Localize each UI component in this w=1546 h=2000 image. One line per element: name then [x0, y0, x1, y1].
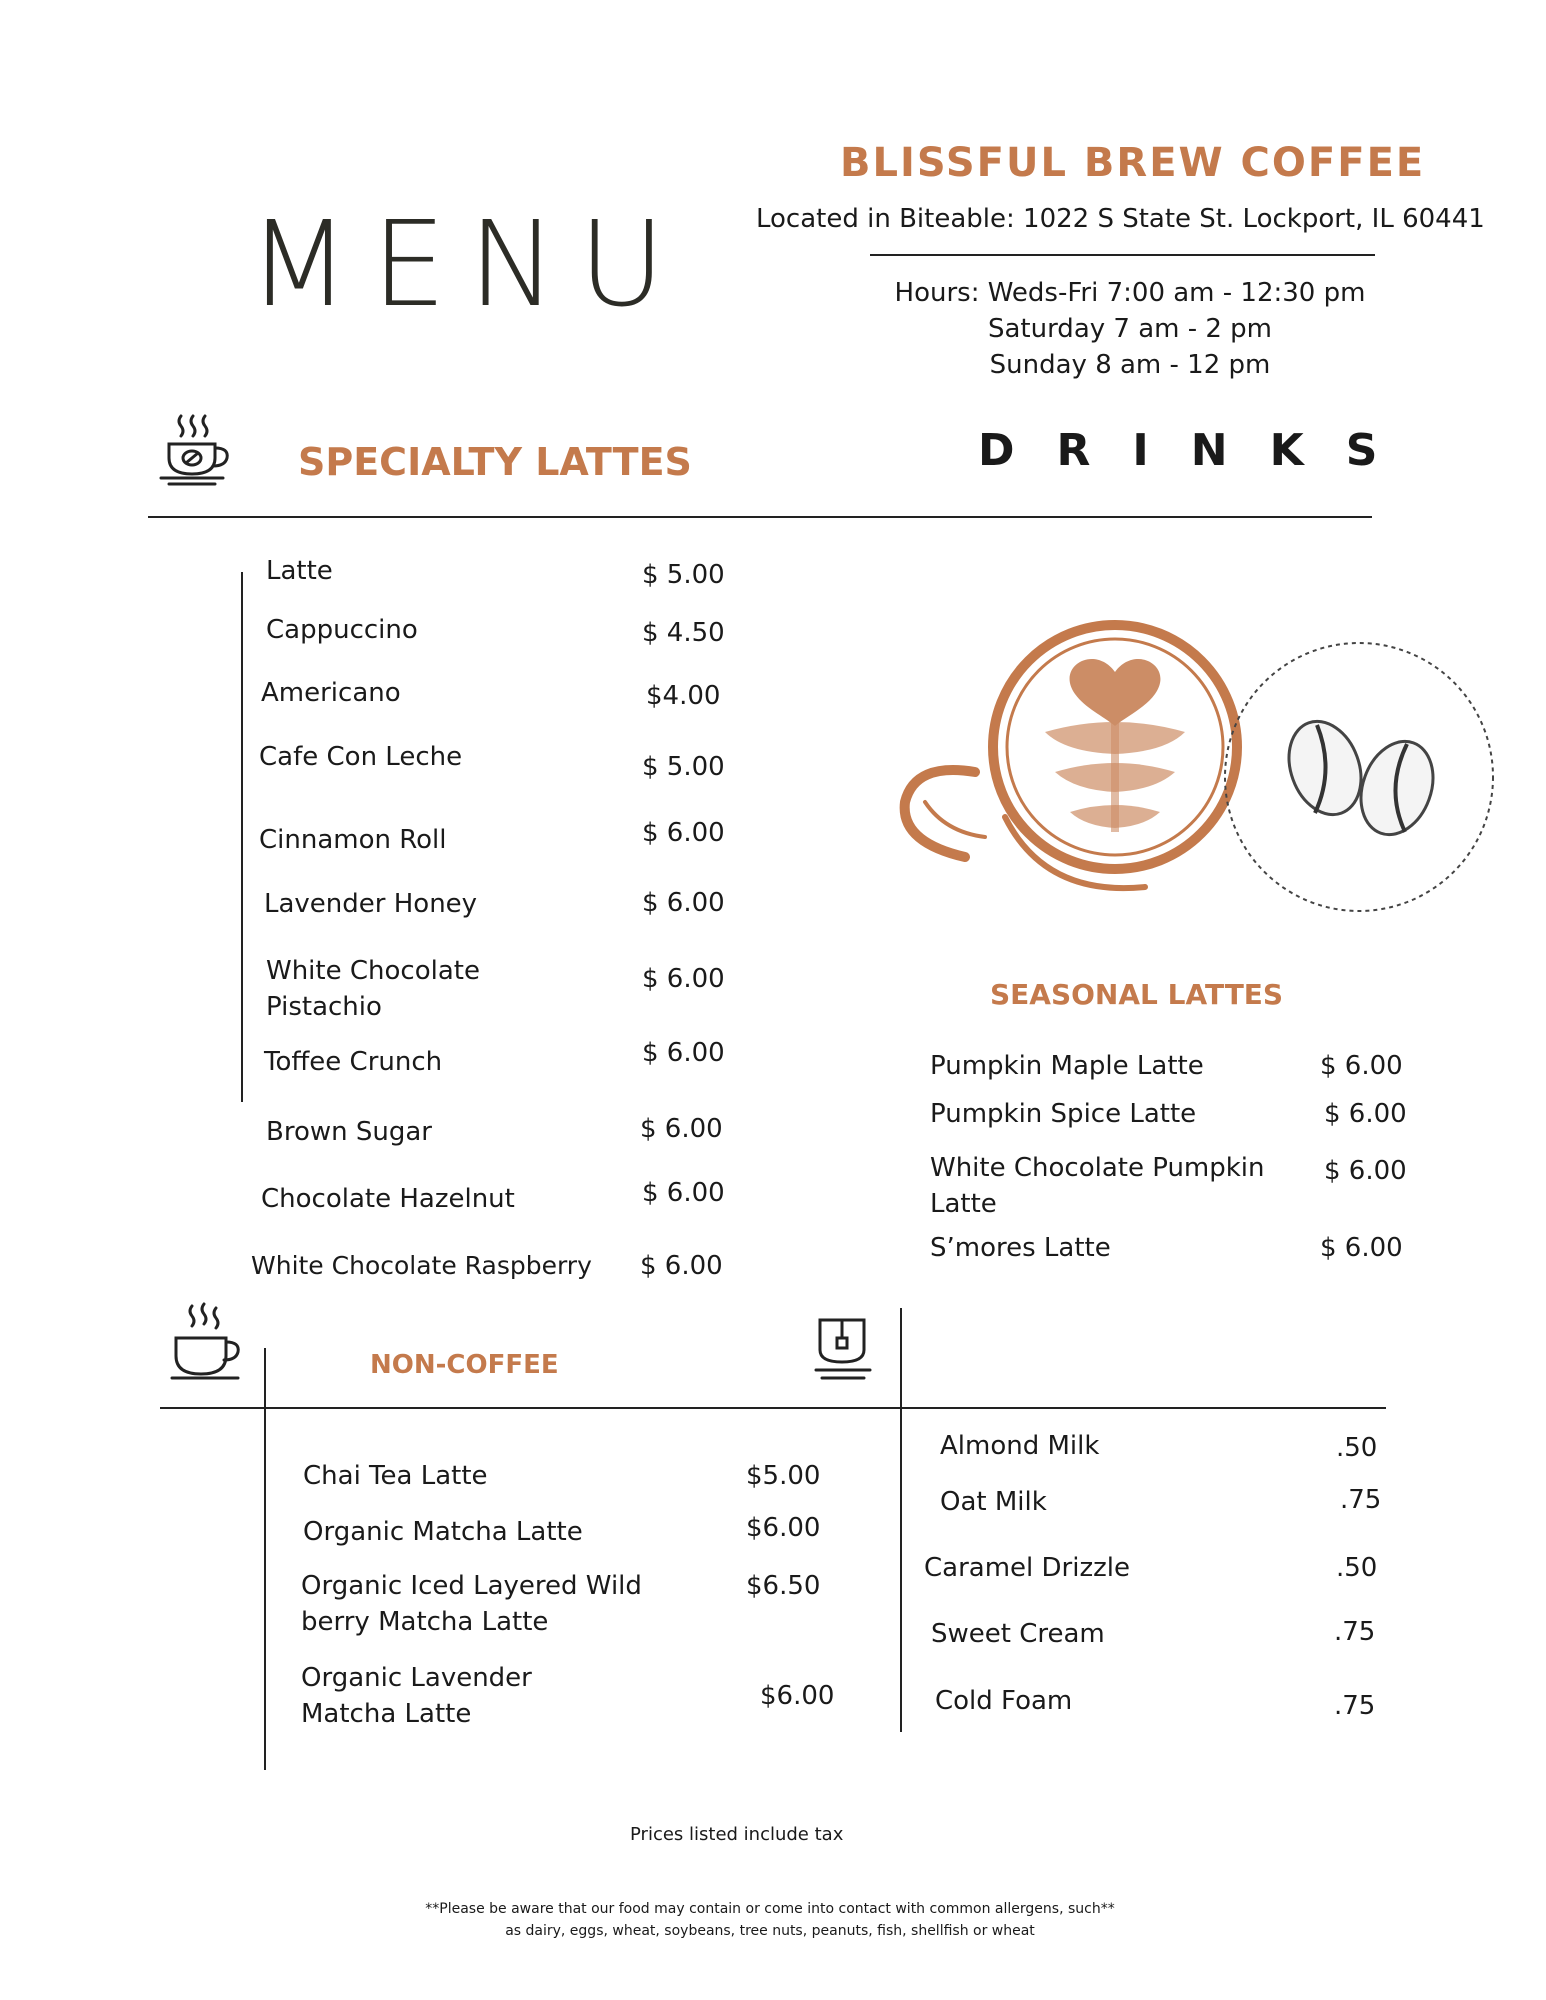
item-price: $ 6.00 — [642, 964, 725, 994]
item-price: $ 6.00 — [642, 818, 725, 848]
list-item: Toffee Crunch — [264, 1047, 443, 1077]
specialty-title: SPECIALTY LATTES — [298, 440, 692, 484]
item-price: $ 6.00 — [642, 888, 725, 918]
item-price: $ 6.00 — [640, 1251, 723, 1281]
tea-cup-icon — [812, 1316, 876, 1384]
list-item: Oat Milk — [940, 1487, 1047, 1517]
list-item: Cappuccino — [266, 615, 418, 645]
list-item: Organic Matcha Latte — [303, 1517, 583, 1547]
item-price: $ 5.00 — [642, 752, 725, 782]
list-item: Americano — [261, 678, 401, 708]
item-price: $6.50 — [746, 1571, 821, 1601]
allergen-line-2: as dairy, eggs, wheat, soybeans, tree nuts, peanuts, fish, shellfish or wheat — [505, 1923, 1035, 1939]
list-item: Organic Iced Layered Wild berry Matcha Latte — [301, 1571, 642, 1637]
allergen-note — [380, 1898, 1160, 1942]
steaming-cup-icon — [168, 1302, 244, 1382]
list-item: Sweet Cream — [931, 1619, 1105, 1649]
list-item: Latte — [266, 556, 333, 586]
brand-name: BLISSFUL BREW COFFEE — [840, 140, 1426, 186]
item-price: $ 4.50 — [642, 618, 725, 648]
item-price: $ 6.00 — [1320, 1051, 1403, 1081]
list-item: Brown Sugar — [266, 1117, 432, 1147]
list-item: S’mores Latte — [930, 1233, 1111, 1263]
allergen-line-1: **Please be aware that our food may contain or come into contact with common allergens, such** — [425, 1901, 1115, 1917]
hours-line-2: Saturday 7 am - 2 pm — [987, 314, 1273, 344]
hours-line-3: Sunday 8 am - 12 pm — [989, 350, 1271, 380]
tax-note: Prices listed include tax — [630, 1824, 844, 1845]
hours — [870, 275, 1390, 383]
item-price: $ 6.00 — [642, 1038, 725, 1068]
list-item: Chai Tea Latte — [303, 1461, 488, 1491]
list-item: White Chocolate Pumpkin Latte — [930, 1153, 1265, 1219]
specialty-divider — [148, 516, 1372, 518]
item-price: .75 — [1334, 1617, 1376, 1647]
seasonal-title: SEASONAL LATTES — [990, 978, 1284, 1011]
item-price: $4.00 — [646, 681, 721, 711]
list-item: White Chocolate Pistachio — [266, 956, 480, 1022]
hours-line-1: Hours: Weds-Fri 7:00 am - 12:30 pm — [894, 278, 1366, 308]
list-item: White Chocolate Raspberry — [251, 1251, 592, 1280]
list-item: Cold Foam — [935, 1686, 1073, 1716]
item-price: $6.00 — [746, 1513, 821, 1543]
list-item: Cinnamon Roll — [259, 825, 447, 855]
noncoffee-left-rule — [264, 1348, 266, 1770]
noncoffee-title: NON-COFFEE — [370, 1350, 559, 1380]
drinks-label: DRINKS — [978, 425, 1420, 476]
item-price: .50 — [1336, 1433, 1378, 1463]
coffee-beans-icon — [1222, 640, 1497, 915]
list-item: Almond Milk — [940, 1431, 1100, 1461]
list-item: Caramel Drizzle — [924, 1553, 1130, 1583]
item-price: $ 6.00 — [1324, 1099, 1407, 1129]
addons-left-rule — [900, 1308, 902, 1732]
list-item: Pumpkin Maple Latte — [930, 1051, 1204, 1081]
list-item: Cafe Con Leche — [259, 742, 463, 772]
item-price: $6.00 — [760, 1681, 835, 1711]
item-price: $ 6.00 — [642, 1178, 725, 1208]
header-divider — [870, 254, 1375, 256]
item-price: $ 6.00 — [640, 1114, 723, 1144]
specialty-vertical-rule — [241, 572, 243, 1102]
address: Located in Biteable: 1022 S State St. Lockport, IL 60441 — [756, 204, 1485, 234]
list-item: Chocolate Hazelnut — [261, 1184, 515, 1214]
menu-title: MENU — [248, 195, 688, 333]
coffee-cup-bean-icon — [155, 410, 235, 490]
item-price: $ 6.00 — [1324, 1156, 1407, 1186]
item-price: .75 — [1334, 1691, 1376, 1721]
item-price: $ 5.00 — [642, 560, 725, 590]
list-item: Lavender Honey — [264, 889, 478, 919]
item-price: $ 6.00 — [1320, 1233, 1403, 1263]
item-price: .50 — [1336, 1553, 1378, 1583]
list-item: Organic Lavender Matcha Latte — [301, 1663, 532, 1729]
item-price: .75 — [1340, 1485, 1382, 1515]
item-price: $5.00 — [746, 1461, 821, 1491]
noncoffee-divider — [160, 1407, 1386, 1409]
list-item: Pumpkin Spice Latte — [930, 1099, 1197, 1129]
